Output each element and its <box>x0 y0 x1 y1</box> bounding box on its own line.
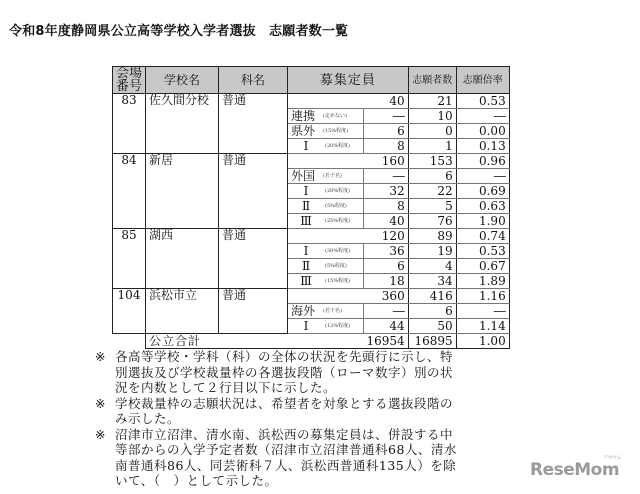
sub-capacity: 36 <box>364 244 409 259</box>
sub-applicants: 19 <box>408 244 456 259</box>
sub-applicants: 4 <box>408 259 456 274</box>
sub-note: (15%程度) <box>325 277 351 284</box>
header-venue-no: 会場 番号 <box>113 67 146 94</box>
capacity: 160 <box>288 154 409 169</box>
sub-note: (定めない) <box>323 112 347 119</box>
sub-label: Ⅰ <box>303 138 309 153</box>
sub-label: 連携 <box>291 108 316 123</box>
sub-ratio: 0.67 <box>456 259 509 274</box>
total-label: 公立合計 <box>146 334 364 349</box>
note-text: 各高等学校・学科（科）の全体の状況を先頭行に示し、特別選抜及び学校裁量枠の各選抜段階（ローマ数字）別の状況を内数として２行目以下に示した。 <box>115 349 454 395</box>
sub-label: Ⅰ <box>303 243 309 258</box>
venue-no: 83 <box>113 94 146 154</box>
sub-applicants: 6 <box>408 169 456 184</box>
sub-note: (5%程度) <box>325 262 347 269</box>
applicants: 153 <box>408 154 456 169</box>
sub-label: 海外 <box>291 303 316 318</box>
sub-ratio: 0.53 <box>456 244 509 259</box>
sub-label: Ⅲ <box>300 273 312 288</box>
ratio: 0.53 <box>456 94 509 109</box>
sub-applicants: 10 <box>408 109 456 124</box>
venue-no: 85 <box>113 229 146 289</box>
sub-label: 外国 <box>291 168 316 183</box>
sub-capacity: ― <box>364 169 409 184</box>
sub-note: (15%程度) <box>323 127 349 134</box>
sub-capacity: 8 <box>364 199 409 214</box>
sub-capacity: 6 <box>364 259 409 274</box>
school-name: 佐久間分校 <box>146 94 219 154</box>
sub-note: (12%程度) <box>325 322 351 329</box>
note-mark: ※ <box>95 426 106 442</box>
note-text: 沼津市立沼津、清水南、浜松西の募集定員は、併設する中等部からの入学予定者数（沼津市立沼津普通科68人、清水南普通科86人、同芸術科７人、浜松西普通科135人）を除いて、（ ）として示した。 <box>115 426 457 488</box>
sub-capacity: 32 <box>364 184 409 199</box>
applicant-table <box>112 66 510 349</box>
header-ratio: 志願倍率 <box>456 67 509 94</box>
sub-note: (5%程度) <box>325 202 347 209</box>
sub-ratio: 0.63 <box>456 199 509 214</box>
course-name: 普通 <box>219 154 288 229</box>
sub-applicants: 0 <box>408 124 456 139</box>
sub-applicants: 22 <box>408 184 456 199</box>
table-row <box>113 229 510 244</box>
sub-capacity: ― <box>364 109 409 124</box>
capacity: 360 <box>288 289 409 304</box>
sub-ratio: 1.90 <box>456 214 509 229</box>
total-blank <box>113 334 146 349</box>
header-capacity: 募集定員 <box>288 67 409 94</box>
sub-capacity: 44 <box>364 319 409 334</box>
note-text: 学校裁量枠の志願状況は、希望者を対象とする選抜段階のみ示した。 <box>115 395 454 426</box>
sub-note: (若干名) <box>323 172 342 179</box>
sub-note: (20%程度) <box>325 142 351 149</box>
sub-capacity: 18 <box>364 274 409 289</box>
table-row <box>113 94 510 109</box>
applicants: 21 <box>408 94 456 109</box>
sub-ratio: 1.14 <box>456 319 509 334</box>
total-applicants: 16895 <box>408 334 456 349</box>
sub-note: (20%程度) <box>325 187 351 194</box>
sub-ratio: ― <box>456 304 509 319</box>
sub-note: (若干名) <box>323 307 342 314</box>
course-name: 普通 <box>219 289 288 334</box>
sub-applicants: 50 <box>408 319 456 334</box>
footnotes <box>95 349 465 489</box>
sub-label: Ⅰ <box>303 318 309 333</box>
total-capacity: 16954 <box>364 334 409 349</box>
sub-ratio: 1.89 <box>456 274 509 289</box>
note-mark: ※ <box>95 349 106 364</box>
course-name: 普通 <box>219 94 288 154</box>
sub-ratio: 0.00 <box>456 124 509 139</box>
footnote <box>95 349 465 396</box>
header-school: 学校名 <box>146 67 219 94</box>
venue-no: 84 <box>113 154 146 229</box>
capacity: 40 <box>288 94 409 109</box>
sub-capacity: 40 <box>364 214 409 229</box>
capacity: 120 <box>288 229 409 244</box>
sub-label: Ⅱ <box>301 258 311 273</box>
header-applicants: 志願者数 <box>408 67 456 94</box>
logo-kana: リセマム <box>603 455 622 461</box>
course-name: 普通 <box>219 229 288 289</box>
ratio: 0.96 <box>456 154 509 169</box>
applicants: 89 <box>408 229 456 244</box>
sub-ratio: 0.13 <box>456 139 509 154</box>
applicants: 416 <box>408 289 456 304</box>
table-row <box>113 154 510 169</box>
sub-capacity: 8 <box>364 139 409 154</box>
sub-capacity: ― <box>364 304 409 319</box>
sub-applicants: 5 <box>408 199 456 214</box>
sub-applicants: 76 <box>408 214 456 229</box>
sub-label: Ⅰ <box>303 183 309 198</box>
total-row <box>113 334 510 349</box>
sub-applicants: 34 <box>408 274 456 289</box>
sub-ratio: ― <box>456 109 509 124</box>
sub-note: (25%程度) <box>325 217 351 224</box>
note-mark: ※ <box>95 395 106 411</box>
total-ratio: 1.00 <box>456 334 509 349</box>
school-name: 湖西 <box>146 229 219 289</box>
sub-ratio: 0.69 <box>456 184 509 199</box>
school-name: 新居 <box>146 154 219 229</box>
sub-label: Ⅱ <box>301 198 311 213</box>
sub-ratio: ― <box>456 169 509 184</box>
header-course: 科名 <box>219 67 288 94</box>
logo-text: ReseMom <box>530 460 620 480</box>
footnote <box>95 427 465 489</box>
sub-label: Ⅲ <box>300 213 312 228</box>
sub-applicants: 1 <box>408 139 456 154</box>
school-name: 浜松市立 <box>146 289 219 334</box>
table-row <box>113 289 510 304</box>
sub-note: (30%程度) <box>325 247 351 254</box>
page-title: 令和8年度静岡県公立高等学校入学者選抜 志願者数一覧 <box>9 24 349 39</box>
sub-label: 県外 <box>291 123 316 138</box>
footnote <box>95 396 465 427</box>
ratio: 1.16 <box>456 289 509 304</box>
sub-capacity: 6 <box>364 124 409 139</box>
ratio: 0.74 <box>456 229 509 244</box>
sub-applicants: 6 <box>408 304 456 319</box>
venue-no: 104 <box>113 289 146 334</box>
resemom-logo <box>530 455 622 480</box>
